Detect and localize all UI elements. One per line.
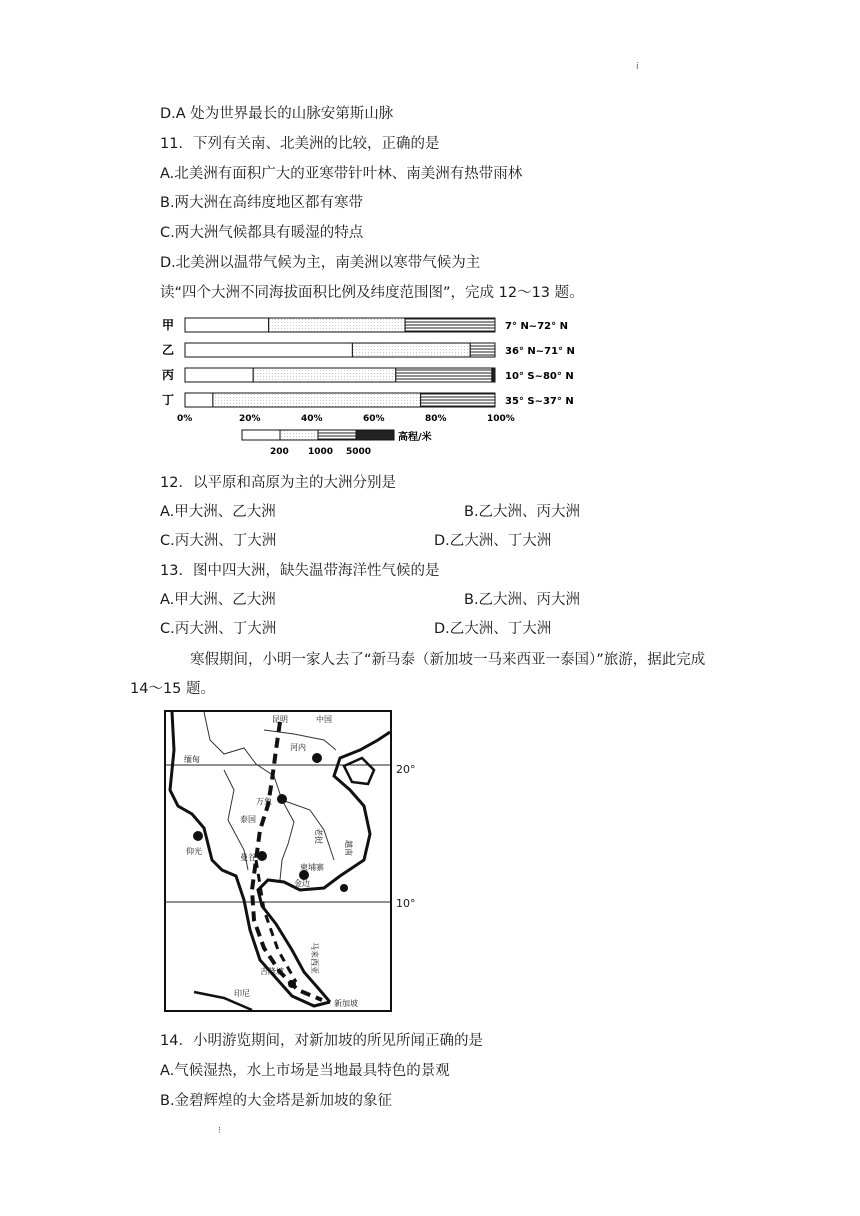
q14-option-a: A.气候湿热，水上市场是当地最具特色的景观 xyxy=(160,1063,450,1079)
legend-swatch xyxy=(356,430,394,440)
x-tick-label: 60% xyxy=(363,414,385,424)
q14-option-b: B.金碧辉煌的大金塔是新加坡的象征 xyxy=(160,1093,393,1109)
lat-label-20: 20° xyxy=(396,763,416,776)
x-tick-label: 100% xyxy=(487,414,515,424)
bar-segment xyxy=(213,393,421,407)
q11-stem: 11．下列有关南、北美洲的比较，正确的是 xyxy=(160,136,440,152)
bar-segment xyxy=(421,393,495,407)
city-dot-bangkok xyxy=(257,851,267,861)
bar-segment xyxy=(185,343,352,357)
bar-segment xyxy=(185,393,213,407)
q12-option-a: A.甲大洲、乙大洲 xyxy=(160,504,276,520)
intro-14-15-line1: 寒假期间，小明一家人去了“新马泰（新加坡一马来西亚一泰国）”旅游，据此完成 xyxy=(190,652,706,668)
label-singapore: 新加坡 xyxy=(334,999,358,1008)
bar-segment xyxy=(253,368,396,382)
label-thailand: 泰国 xyxy=(240,815,256,824)
q12-stem: 12．以平原和高原为主的大洲分别是 xyxy=(160,475,396,491)
category-label: 丁 xyxy=(162,393,175,407)
bar-segment xyxy=(269,318,405,332)
q14-stem: 14．小明游览期间，对新加坡的所见所闻正确的是 xyxy=(160,1033,483,1049)
page-mark-top: i xyxy=(636,62,639,72)
q11-option-b: B.两大洲在高纬度地区都有寒带 xyxy=(160,195,364,211)
legend-swatch xyxy=(280,430,318,440)
city-dot-kuala-lumpur xyxy=(288,980,296,988)
intro-12-13: 读“四个大洲不同海拔面积比例及纬度范围图”，完成 12～13 题。 xyxy=(160,285,584,301)
q13-option-d: D.乙大洲、丁大洲 xyxy=(434,621,552,637)
legend-swatch xyxy=(242,430,280,440)
x-tick-label: 0% xyxy=(177,414,193,424)
city-dot-hanoi xyxy=(312,753,322,763)
city-dot-vientiane xyxy=(277,794,287,804)
latitude-range: 36° N~71° N xyxy=(505,346,575,357)
label-kunming: 昆明 xyxy=(272,715,288,724)
label-vientiane: 万象 xyxy=(256,797,272,806)
label-hanoi: 河内 xyxy=(290,743,306,752)
elevation-chart xyxy=(160,312,590,460)
legend-label: 5000 xyxy=(346,447,372,457)
city-dot-yangon xyxy=(193,831,203,841)
bar-segment xyxy=(470,343,495,357)
q11-option-a: A.北美洲有面积广大的亚寒带针叶林、南美洲有热带雨林 xyxy=(160,166,523,182)
q12-option-d: D.乙大洲、丁大洲 xyxy=(434,533,552,549)
intro-14-15-line2: 14～15 题。 xyxy=(130,681,216,697)
label-yangon: 仰光 xyxy=(186,847,202,856)
label-bangkok: 曼谷 xyxy=(240,853,256,862)
southeast-asia-map xyxy=(164,710,396,1014)
q13-option-a: A.甲大洲、乙大洲 xyxy=(160,592,276,608)
q12-option-b: B.乙大洲、丙大洲 xyxy=(464,504,581,520)
label-kuala-lumpur: 吉隆坡 xyxy=(260,967,284,976)
legend-title: 高程/米 xyxy=(398,432,432,443)
bar-segment xyxy=(405,318,495,332)
latitude-range: 7° N~72° N xyxy=(505,321,568,332)
q12-option-c: C.丙大洲、丁大洲 xyxy=(160,533,277,549)
latitude-range: 35° S~37° N xyxy=(505,396,574,407)
label-cambodia: 柬埔寨 xyxy=(300,863,324,872)
q10-option-d: D.A 处为世界最长的山脉安第斯山脉 xyxy=(160,106,394,122)
label-malaysia: 马来西亚 xyxy=(310,942,319,974)
legend-label: 1000 xyxy=(308,447,334,457)
bar-segment xyxy=(396,368,492,382)
bar-segment xyxy=(352,343,470,357)
x-tick-label: 80% xyxy=(425,414,447,424)
label-indonesia: 印尼 xyxy=(234,989,250,998)
q11-option-d: D.北美洲以温带气候为主，南美洲以寒带气候为主 xyxy=(160,255,481,271)
label-china: 中国 xyxy=(316,715,332,724)
x-tick-label: 20% xyxy=(239,414,261,424)
q11-option-c: C.两大洲气候都具有暖湿的特点 xyxy=(160,225,364,241)
label-myanmar: 缅甸 xyxy=(184,755,200,764)
q13-option-c: C.丙大洲、丁大洲 xyxy=(160,621,277,637)
label-laos: 老挝 xyxy=(314,828,323,844)
lat-label-10: 10° xyxy=(396,897,416,910)
label-phnom-penh: 金边 xyxy=(294,879,310,888)
category-label: 丙 xyxy=(162,368,175,382)
x-tick-label: 40% xyxy=(301,414,323,424)
legend-label: 200 xyxy=(270,447,289,457)
bar-segment xyxy=(185,368,253,382)
category-label: 乙 xyxy=(162,343,175,357)
label-vietnam: 越南 xyxy=(344,840,353,856)
page-mark-bottom: ⁝ xyxy=(218,1126,221,1136)
city-dot-vietnam xyxy=(340,884,348,892)
bar-segment xyxy=(185,318,269,332)
category-label: 甲 xyxy=(162,318,175,332)
q13-stem: 13．图中四大洲，缺失温带海洋性气候的是 xyxy=(160,563,440,579)
bar-segment xyxy=(492,368,495,382)
latitude-range: 10° S~80° N xyxy=(505,371,574,382)
legend-swatch xyxy=(318,430,356,440)
q13-option-b: B.乙大洲、丙大洲 xyxy=(464,592,581,608)
